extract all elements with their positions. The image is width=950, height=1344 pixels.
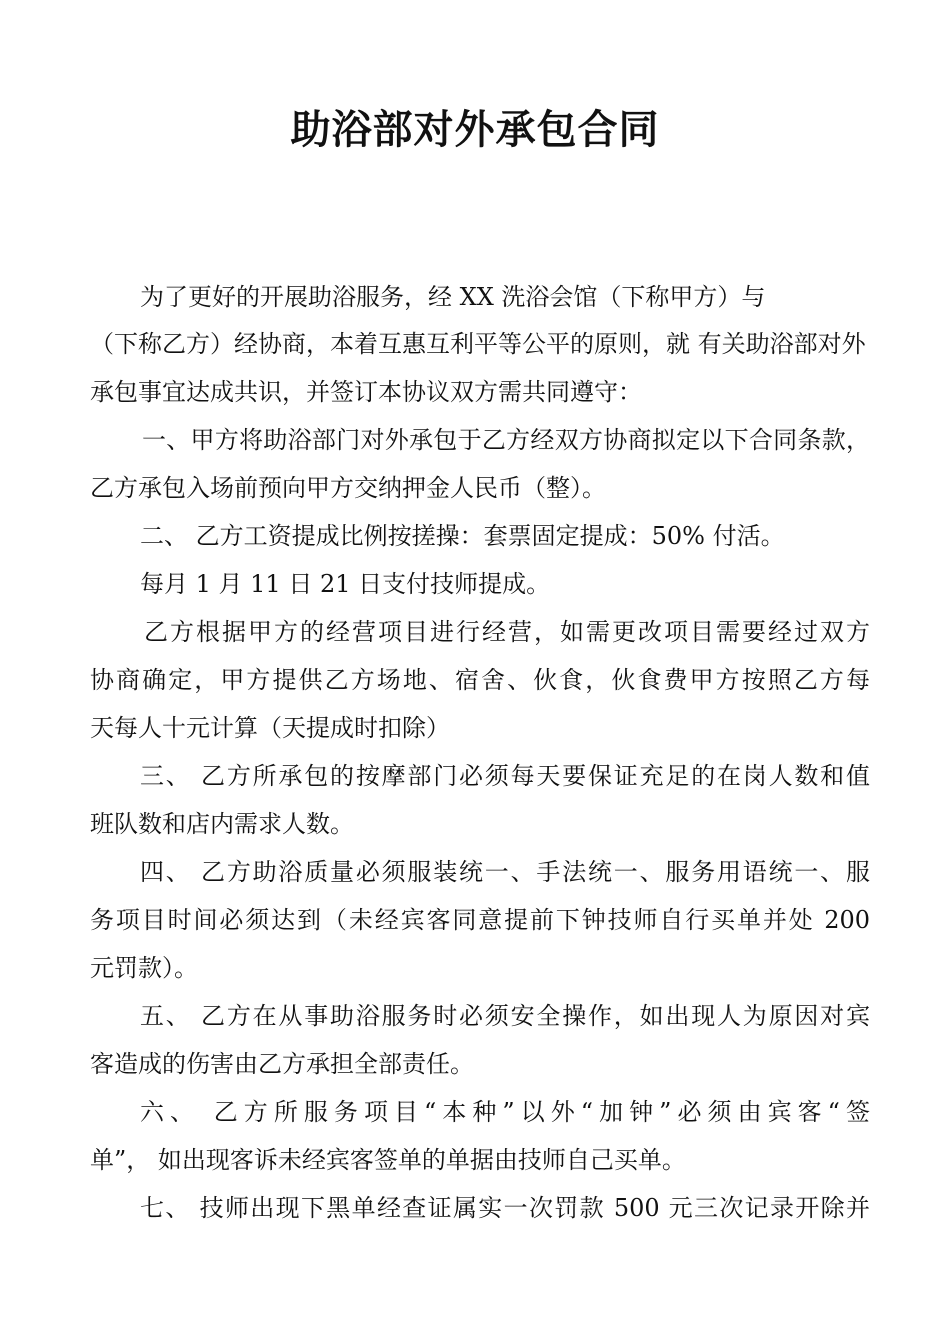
document-title: 助浴部对外承包合同: [290, 106, 660, 153]
paragraph-line: 为了更好的开展助浴服务，经 XX 洗浴会馆（下称甲方）与: [140, 283, 766, 311]
clause-line: 四、 乙方助浴质量必须服装统一、手法统一、服务用语统一、服: [140, 858, 870, 886]
paragraph-line: （下称乙方）经协商，本着互惠互利平等公平的原则，就 有关助浴部对外: [90, 330, 866, 358]
clause-line: 天每人十元计算（天提成时扣除）: [90, 714, 450, 742]
clause-line: 每月 1 月 11 日 21 日支付技师提成。: [140, 570, 551, 598]
clause-line: 二、 乙方工资提成比例按搓操：套票固定提成：50% 付活。: [140, 522, 785, 550]
clause-line: 务项目时间必须达到（未经宾客同意提前下钟技师自行买单并处 200: [90, 906, 870, 934]
clause-line: 单”， 如出现客诉未经宾客签单的单据由技师自己买单。: [90, 1146, 686, 1174]
clause-line: 乙方承包入场前预向甲方交纳押金人民币（整）。: [90, 474, 606, 502]
clause-line: 三、 乙方所承包的按摩部门必须每天要保证充足的在岗人数和值: [140, 762, 870, 790]
clause-line: 六、 乙方所服务项目“本种”以外“加钟”必须由宾客“签: [140, 1098, 870, 1126]
clause-line: 一、甲方将助浴部门对外承包于乙方经双方协商拟定以下合同条款，: [142, 426, 870, 454]
clause-line: 班队数和店内需求人数。: [90, 810, 354, 838]
clause-line: 协商确定，甲方提供乙方场地、宿舍、伙食，伙食费甲方按照乙方每: [90, 666, 870, 694]
clause-line: 乙方根据甲方的经营项目进行经营，如需更改项目需要经过双方: [144, 618, 870, 646]
clause-line: 元罚款）。: [90, 954, 198, 982]
clause-line: 七、 技师出现下黑单经查证属实一次罚款 500 元三次记录开除并: [140, 1194, 870, 1222]
clause-line: 客造成的伤害由乙方承担全部责任。: [90, 1050, 474, 1078]
clause-line: 五、 乙方在从事助浴服务时必须安全操作，如出现人为原因对宾: [140, 1002, 870, 1030]
paragraph-line: 承包事宜达成共识，并签订本协议双方需共同遵守：: [90, 378, 642, 406]
